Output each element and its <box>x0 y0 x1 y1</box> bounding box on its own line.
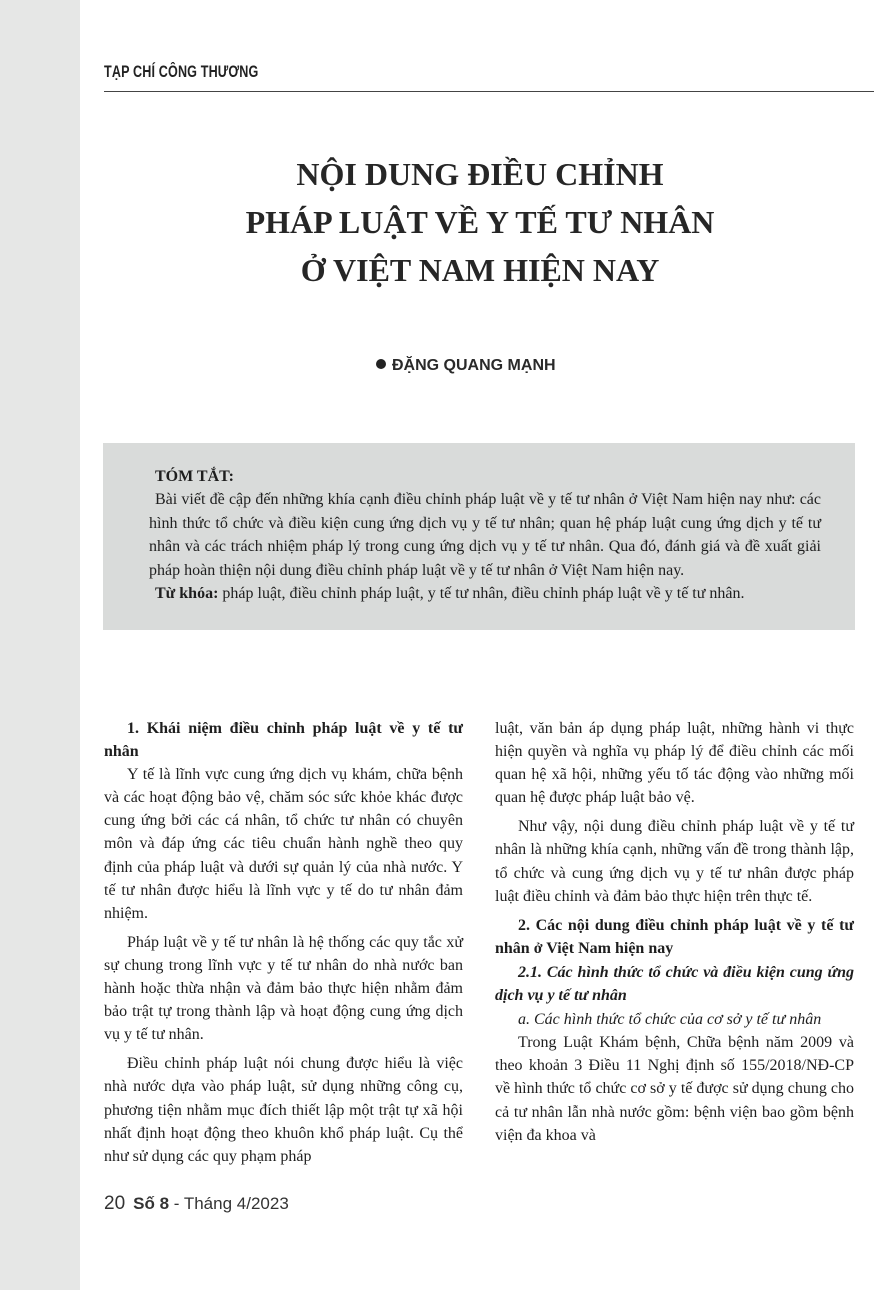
title-line-1: NỘI DUNG ĐIỀU CHỈNH <box>296 156 664 192</box>
body-paragraph: Y tế là lĩnh vực cung ứng dịch vụ khám, chữa bệnh và các hoạt động bảo vệ, chăm sóc sức khỏe khác được cung ứng bởi các cá nhân, tổ chức tư nhân có chuyên môn và đáp ứng các tiêu chuẩn hành nghề theo quy định của pháp luật và dưới sự quản lý của nhà nước. Y tế tư nhân được hiểu là lĩnh vực y tế do tư nhân đảm nhiệm. <box>104 766 463 922</box>
abstract-label: TÓM TẮT: <box>155 468 234 485</box>
keywords-text: pháp luật, điều chỉnh pháp luật, y tế tư nhân, điều chỉnh pháp luật về y tế tư nhân. <box>218 585 745 602</box>
issue-date: - Tháng 4/2023 <box>169 1194 289 1213</box>
author-name: ĐẶNG QUANG MẠNH <box>392 357 556 374</box>
body-paragraph: Điều chỉnh pháp luật nói chung được hiểu là việc nhà nước dựa vào pháp luật, sử dụng những công cụ, phương tiện nhằm mục đích thiết lập một trật tự xã hội nhất định hoạt động theo khuôn khổ pháp luật. Cụ thể như sử dụng các quy phạm pháp <box>104 1055 463 1165</box>
keywords-label: Từ khóa: <box>155 585 219 602</box>
article-title <box>180 150 780 294</box>
body-paragraph: Pháp luật về y tế tư nhân là hệ thống các quy tắc xử sự chung trong lĩnh vực y tế tư nhân do nhà nước ban hành hoặc thừa nhận và đảm bảo thực hiện nhằm đảm bảo trật tự trong thành lập và hoạt động cung ứng dịch vụ y tế tư nhân. <box>104 933 463 1044</box>
page-footer <box>104 1193 289 1215</box>
body-column-left <box>104 717 463 1174</box>
abstract-text: Bài viết đề cập đến những khía cạnh điều chỉnh pháp luật về y tế tư nhân ở Việt Nam hiện nay như: các hình thức tổ chức và điều kiện cung ứng dịch vụ y tế tư nhân; quan hệ pháp luật cung ứng dịch y tế tư nhân và các trách nhiệm pháp lý trong cung ứng dịch vụ y tế tư nhân. Qua đó, đánh giá và đề xuất giải pháp hoàn thiện nội dung điều chỉnh pháp luật về y tế tư nhân ở Việt Nam hiện nay. <box>149 491 821 579</box>
bullet-icon <box>376 359 386 369</box>
issue-number: Số 8 <box>133 1194 170 1213</box>
section-heading-1: 1. Khái niệm điều chỉnh pháp luật về y tế tư nhân <box>104 720 463 761</box>
section-heading-2: 2. Các nội dung điều chỉnh pháp luật về y tế tư nhân ở Việt Nam hiện nay <box>495 916 854 957</box>
body-column-right <box>495 717 854 1147</box>
author-line <box>376 357 556 375</box>
journal-name: TẠP CHÍ CÔNG THƯƠNG <box>104 62 259 81</box>
header-rule <box>104 91 874 92</box>
title-line-3: Ở VIỆT NAM HIỆN NAY <box>300 252 660 288</box>
abstract-box <box>103 443 855 630</box>
subsection-heading-2-1: 2.1. Các hình thức tổ chức và điều kiện cung ứng dịch vụ y tế tư nhân <box>495 963 854 1005</box>
page-side-strip <box>0 0 80 1290</box>
subsection-heading-a: a. Các hình thức tổ chức của cơ sở y tế tư nhân <box>518 1011 822 1029</box>
body-paragraph: Như vậy, nội dung điều chỉnh pháp luật về y tế tư nhân là những khía cạnh, những vấn đề trong thành lập, tổ chức và cung ứng dịch vụ y tế tư nhân được pháp luật điều chỉnh và đảm bảo thực hiện trên thực tế. <box>495 818 854 905</box>
body-paragraph: luật, văn bản áp dụng pháp luật, những hành vi thực hiện quyền và nghĩa vụ pháp lý để điều chỉnh các mối quan hệ xã hội, những yếu tố tác động vào những mối quan hệ được pháp luật bảo vệ. <box>495 720 854 807</box>
keywords-line <box>149 582 821 606</box>
title-line-2: PHÁP LUẬT VỀ Y TẾ TƯ NHÂN <box>245 204 715 240</box>
body-paragraph: Trong Luật Khám bệnh, Chữa bệnh năm 2009 và theo khoản 3 Điều 11 Nghị định số 155/2018/NĐ-CP về hình thức tổ chức cơ sở y tế được sử dụng chung cho cả tư nhân lẫn nhà nước gồm: bệnh viện bao gồm bệnh viện đa khoa và <box>495 1034 854 1144</box>
page-number: 20 <box>104 1193 126 1214</box>
